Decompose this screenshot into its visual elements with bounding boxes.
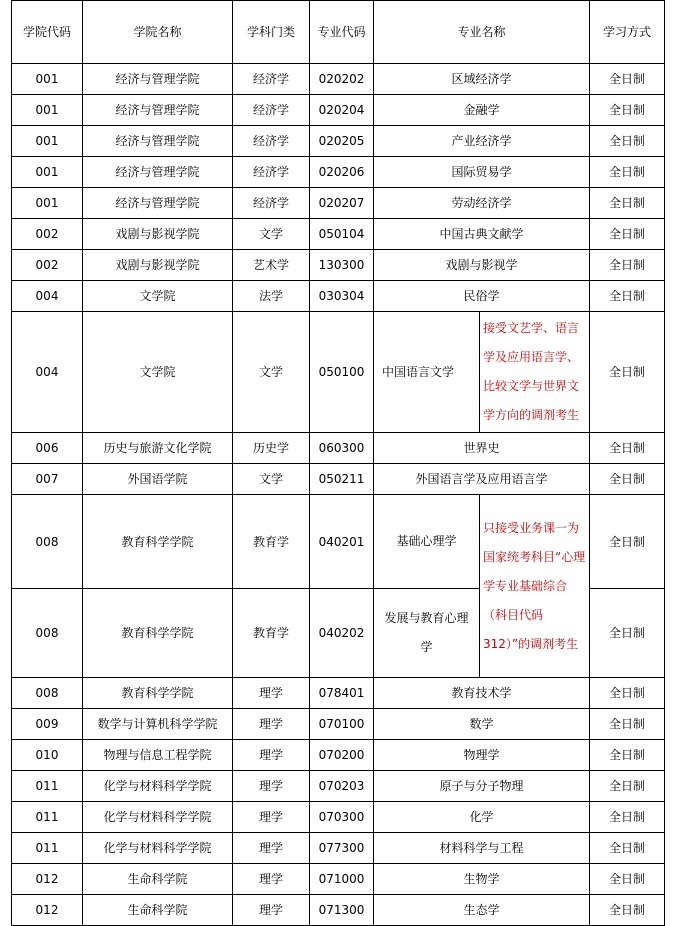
major-name-cell: 外国语言学及应用语言学: [374, 464, 590, 495]
major-code-cell: 020206: [310, 157, 374, 188]
major-name-cell: 区域经济学: [374, 64, 590, 95]
major-code-cell: 078401: [310, 678, 374, 709]
college-code-cell: 008: [12, 678, 83, 709]
discipline-cell: 教育学: [233, 495, 310, 589]
table-row: [12, 495, 665, 589]
discipline-cell: 艺术学: [233, 250, 310, 281]
discipline-cell: 理学: [233, 678, 310, 709]
discipline-cell: 理学: [233, 740, 310, 771]
discipline-cell: 经济学: [233, 64, 310, 95]
discipline-cell: 经济学: [233, 126, 310, 157]
college-name-cell: 教育科学学院: [83, 495, 233, 589]
major-name-cell: 中国语言文学: [374, 312, 480, 433]
header-college-code: 学院代码: [12, 1, 83, 64]
table-row: [12, 64, 665, 95]
major-code-cell: 020202: [310, 64, 374, 95]
major-code-cell: 070200: [310, 740, 374, 771]
table-row: [12, 312, 665, 433]
adjustment-note-cell: 接受文艺学、语言学及应用语言学、比较文学与世界文学方向的调剂考生: [480, 312, 590, 433]
college-code-cell: 009: [12, 709, 83, 740]
discipline-cell: 理学: [233, 895, 310, 926]
table-row: [12, 464, 665, 495]
header-discipline: 学科门类: [233, 1, 310, 64]
major-name-cell: 原子与分子物理: [374, 771, 590, 802]
college-name-cell: 数学与计算机科学学院: [83, 709, 233, 740]
header-major-name: 专业名称: [374, 1, 590, 64]
college-code-cell: 012: [12, 895, 83, 926]
discipline-cell: 文学: [233, 219, 310, 250]
college-name-cell: 经济与管理学院: [83, 64, 233, 95]
major-code-cell: 050100: [310, 312, 374, 433]
major-name-cell: 物理学: [374, 740, 590, 771]
study-mode-cell: 全日制: [590, 802, 665, 833]
table-row: [12, 219, 665, 250]
study-mode-cell: 全日制: [590, 188, 665, 219]
discipline-cell: 历史学: [233, 433, 310, 464]
college-name-cell: 生命科学院: [83, 864, 233, 895]
table-row: [12, 250, 665, 281]
college-code-cell: 004: [12, 281, 83, 312]
college-name-cell: 化学与材料科学学院: [83, 833, 233, 864]
major-name-cell: 金融学: [374, 95, 590, 126]
discipline-cell: 理学: [233, 771, 310, 802]
major-code-cell: 070203: [310, 771, 374, 802]
table-row: [12, 281, 665, 312]
college-code-cell: 001: [12, 95, 83, 126]
table-row: [12, 157, 665, 188]
college-code-cell: 006: [12, 433, 83, 464]
discipline-cell: 经济学: [233, 95, 310, 126]
table-header-row: [12, 1, 665, 64]
table-row: [12, 864, 665, 895]
table-row: [12, 95, 665, 126]
table-row: [12, 802, 665, 833]
college-name-cell: 经济与管理学院: [83, 188, 233, 219]
discipline-cell: 文学: [233, 312, 310, 433]
major-code-cell: 130300: [310, 250, 374, 281]
study-mode-cell: 全日制: [590, 312, 665, 433]
college-code-cell: 008: [12, 589, 83, 678]
study-mode-cell: 全日制: [590, 281, 665, 312]
major-name-cell: 材料科学与工程: [374, 833, 590, 864]
study-mode-cell: 全日制: [590, 740, 665, 771]
study-mode-cell: 全日制: [590, 250, 665, 281]
major-name-text: 发展与教育心理学: [384, 611, 469, 654]
college-code-cell: 001: [12, 126, 83, 157]
college-name-cell: 物理与信息工程学院: [83, 740, 233, 771]
college-code-cell: 001: [12, 188, 83, 219]
table-row: [12, 740, 665, 771]
study-mode-cell: 全日制: [590, 126, 665, 157]
college-code-cell: 001: [12, 64, 83, 95]
header-study-mode: 学习方式: [590, 1, 665, 64]
college-name-cell: 文学院: [83, 312, 233, 433]
major-name-cell: 国际贸易学: [374, 157, 590, 188]
discipline-cell: 法学: [233, 281, 310, 312]
table-row: [12, 895, 665, 926]
college-name-cell: 历史与旅游文化学院: [83, 433, 233, 464]
major-code-cell: 030304: [310, 281, 374, 312]
discipline-cell: 理学: [233, 864, 310, 895]
college-name-cell: 教育科学学院: [83, 589, 233, 678]
study-mode-cell: 全日制: [590, 464, 665, 495]
major-code-cell: 040201: [310, 495, 374, 589]
college-name-cell: 生命科学院: [83, 895, 233, 926]
college-code-cell: 011: [12, 802, 83, 833]
discipline-cell: 经济学: [233, 188, 310, 219]
study-mode-cell: 全日制: [590, 864, 665, 895]
major-name-cell: 世界史: [374, 433, 590, 464]
study-mode-cell: 全日制: [590, 157, 665, 188]
college-name-cell: 外国语学院: [83, 464, 233, 495]
college-code-cell: 011: [12, 833, 83, 864]
discipline-cell: 文学: [233, 464, 310, 495]
college-code-cell: 007: [12, 464, 83, 495]
major-code-cell: 060300: [310, 433, 374, 464]
major-name-cell: 生态学: [374, 895, 590, 926]
study-mode-cell: 全日制: [590, 433, 665, 464]
college-name-cell: 戏剧与影视学院: [83, 219, 233, 250]
college-code-cell: 002: [12, 219, 83, 250]
table-row: [12, 126, 665, 157]
header-college-name: 学院名称: [83, 1, 233, 64]
table-row: [12, 833, 665, 864]
college-name-cell: 文学院: [83, 281, 233, 312]
major-code-cell: 040202: [310, 589, 374, 678]
college-name-cell: 化学与材料科学学院: [83, 802, 233, 833]
major-name-cell: 产业经济学: [374, 126, 590, 157]
college-name-cell: 经济与管理学院: [83, 157, 233, 188]
major-code-cell: 071000: [310, 864, 374, 895]
major-name-cell: 劳动经济学: [374, 188, 590, 219]
discipline-cell: 理学: [233, 833, 310, 864]
study-mode-cell: 全日制: [590, 833, 665, 864]
study-mode-cell: 全日制: [590, 64, 665, 95]
college-code-cell: 004: [12, 312, 83, 433]
major-code-cell: 077300: [310, 833, 374, 864]
major-name-cell: 中国古典文献学: [374, 219, 590, 250]
major-name-cell: 戏剧与影视学: [374, 250, 590, 281]
major-code-cell: 020207: [310, 188, 374, 219]
major-name-cell: 数学: [374, 709, 590, 740]
major-code-cell: 050104: [310, 219, 374, 250]
discipline-cell: 理学: [233, 709, 310, 740]
major-name-cell: 基础心理学: [374, 495, 480, 589]
college-code-cell: 002: [12, 250, 83, 281]
major-code-cell: 020204: [310, 95, 374, 126]
table-row: [12, 188, 665, 219]
study-mode-cell: 全日制: [590, 219, 665, 250]
table-row: [12, 433, 665, 464]
table-row: [12, 771, 665, 802]
study-mode-cell: 全日制: [590, 95, 665, 126]
college-code-cell: 011: [12, 771, 83, 802]
major-code-cell: 070100: [310, 709, 374, 740]
college-name-cell: 经济与管理学院: [83, 126, 233, 157]
admissions-table: [11, 0, 665, 926]
study-mode-cell: 全日制: [590, 771, 665, 802]
discipline-cell: 教育学: [233, 589, 310, 678]
major-name-cell: 教育技术学: [374, 678, 590, 709]
major-name-cell: 民俗学: [374, 281, 590, 312]
study-mode-cell: 全日制: [590, 895, 665, 926]
major-name-cell: 化学: [374, 802, 590, 833]
study-mode-cell: 全日制: [590, 495, 665, 589]
header-major-code: 专业代码: [310, 1, 374, 64]
college-name-cell: 化学与材料科学学院: [83, 771, 233, 802]
college-code-cell: 008: [12, 495, 83, 589]
table-row: [12, 678, 665, 709]
college-code-cell: 010: [12, 740, 83, 771]
major-name-cell: [374, 589, 480, 678]
study-mode-cell: 全日制: [590, 589, 665, 678]
college-name-cell: 经济与管理学院: [83, 95, 233, 126]
major-code-cell: 071300: [310, 895, 374, 926]
study-mode-cell: 全日制: [590, 678, 665, 709]
major-name-cell: 生物学: [374, 864, 590, 895]
discipline-cell: 理学: [233, 802, 310, 833]
major-code-cell: 020205: [310, 126, 374, 157]
table-row: [12, 709, 665, 740]
college-code-cell: 012: [12, 864, 83, 895]
college-name-cell: 戏剧与影视学院: [83, 250, 233, 281]
college-code-cell: 001: [12, 157, 83, 188]
college-name-cell: 教育科学学院: [83, 678, 233, 709]
major-code-cell: 070300: [310, 802, 374, 833]
discipline-cell: 经济学: [233, 157, 310, 188]
major-code-cell: 050211: [310, 464, 374, 495]
study-mode-cell: 全日制: [590, 709, 665, 740]
adjustment-note-cell: 只接受业务课一为国家统考科目“心理学专业基础综合（科目代码312）”的调剂考生: [480, 495, 590, 678]
